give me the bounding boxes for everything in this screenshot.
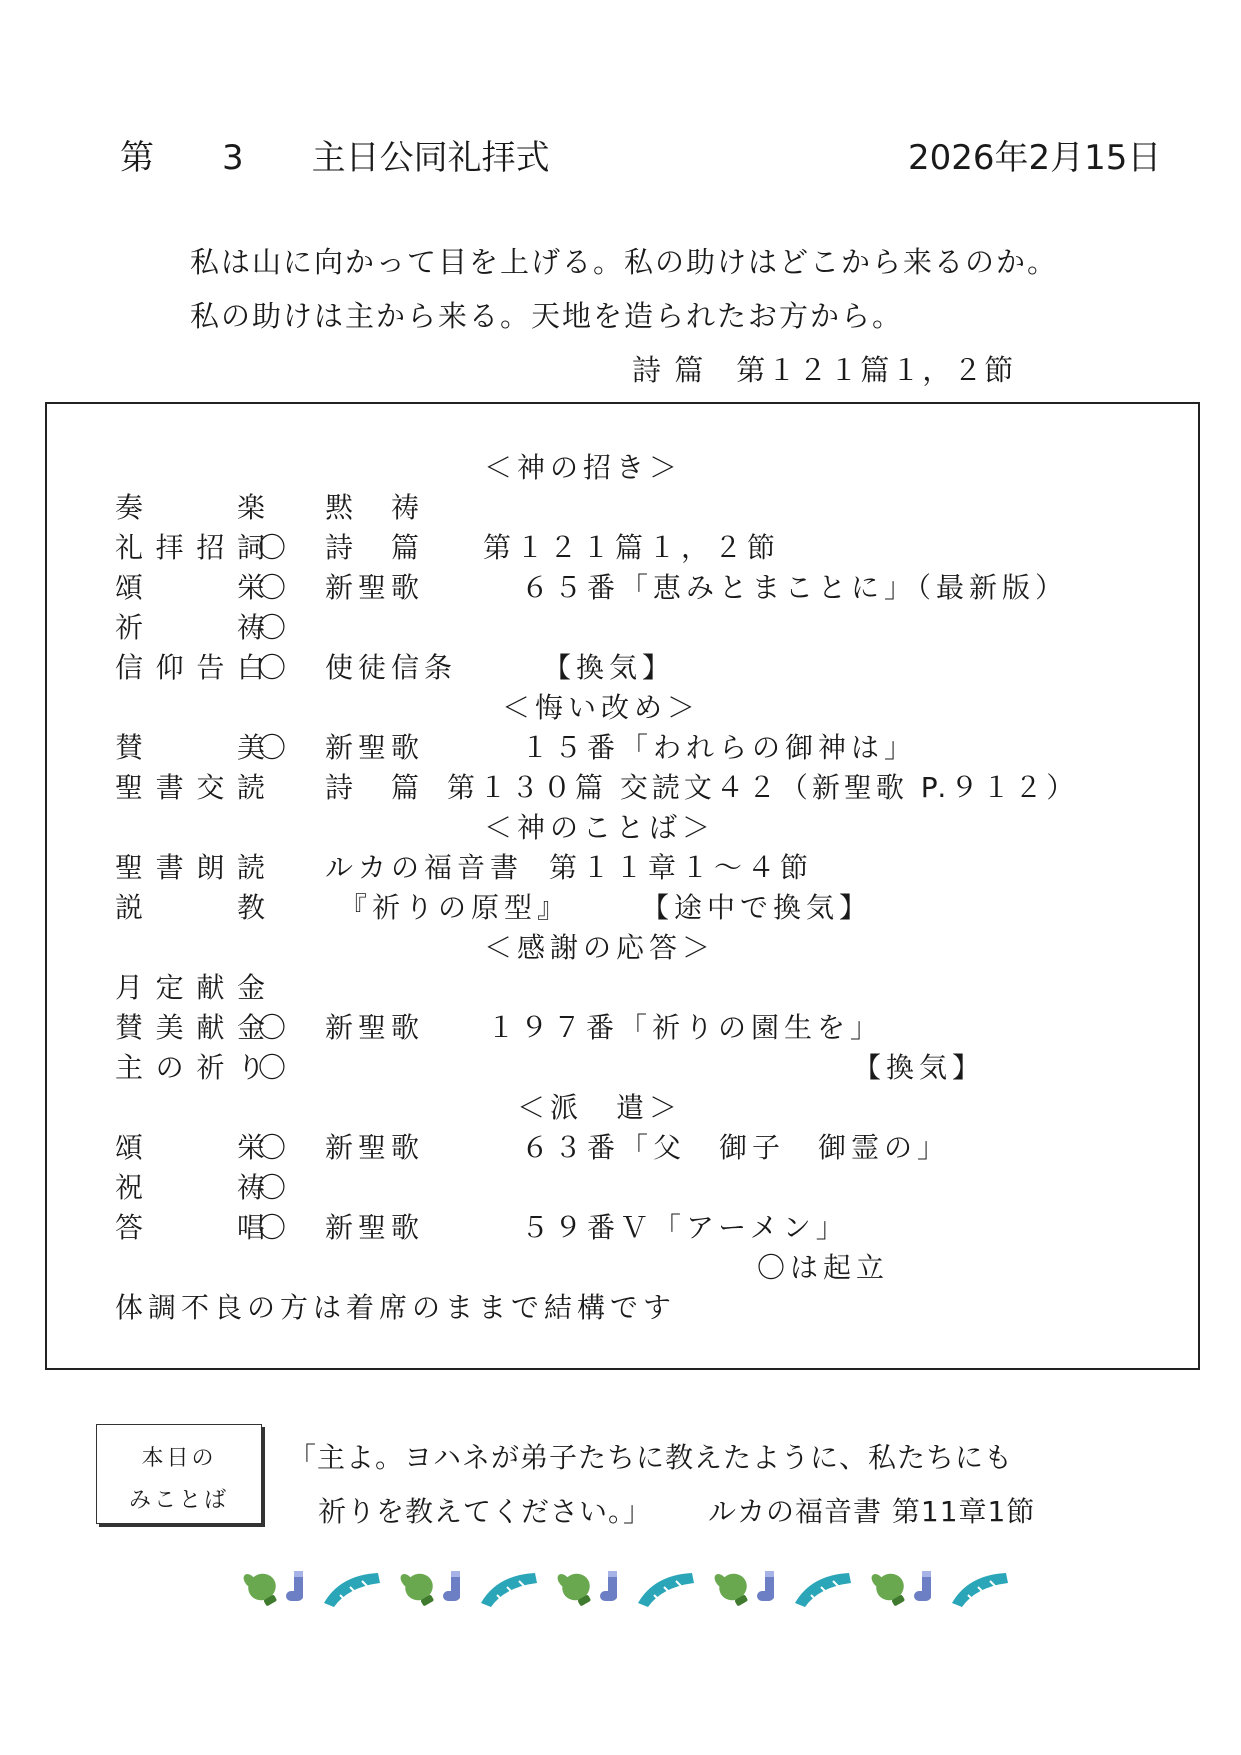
todays-word-box-line-2: みことば xyxy=(128,1488,229,1513)
todays-word-reference: ルカの福音書 第11章1節 xyxy=(708,1495,1036,1528)
item-category: 黙 祷 xyxy=(325,491,425,524)
item-detail: １９７番「祈りの園生を」 xyxy=(487,1011,884,1044)
item-label: 礼拝招詞 xyxy=(115,531,265,564)
item-confession-of-faith xyxy=(47,646,676,686)
todays-word-box xyxy=(96,1424,262,1524)
item-doxology-closing xyxy=(47,1126,951,1166)
todays-word-box-line-1: 本日の xyxy=(141,1446,217,1471)
mitten-icon xyxy=(241,1569,281,1607)
item-category: 新聖歌 xyxy=(325,1131,425,1164)
item-category: 新聖歌 xyxy=(325,1211,425,1244)
sock-icon xyxy=(914,1571,931,1601)
item-detail: 【換気】 xyxy=(543,651,676,684)
scarf-icon xyxy=(324,1573,380,1607)
item-label: 信仰告白 xyxy=(115,651,265,684)
item-detail: ５９番Ｖ「アーメン」 xyxy=(521,1211,849,1244)
item-prelude xyxy=(47,486,425,526)
mitten-icon xyxy=(398,1569,438,1607)
item-label: 賛美献金 xyxy=(115,1011,265,1044)
item-scripture-reading xyxy=(47,846,814,886)
section-call: ＜神の招き＞ xyxy=(484,451,683,484)
item-doxology xyxy=(47,566,1069,606)
item-label: 頌栄 xyxy=(115,571,265,604)
item-label: 主の祈り xyxy=(115,1051,265,1084)
order-of-service xyxy=(45,402,1200,1370)
todays-word-line-1: 「主よ。ヨハネが弟子たちに教えたように、私たちにも xyxy=(288,1441,1014,1474)
service-title: 第 3 主日公同礼拝式 xyxy=(120,138,550,178)
item-label: 説教 xyxy=(115,891,265,924)
item-category: 新聖歌 xyxy=(325,1011,425,1044)
item-category: 詩 篇 xyxy=(325,531,425,564)
item-praise xyxy=(47,726,918,766)
standing-mark: 〇 xyxy=(258,571,292,604)
standing-mark: 〇 xyxy=(258,1171,292,1204)
standing-mark: 〇 xyxy=(258,611,292,644)
item-label: 祈祷 xyxy=(115,611,265,644)
section-word: ＜神のことば＞ xyxy=(484,811,716,844)
scarf-icon xyxy=(795,1573,851,1607)
scarf-icon xyxy=(481,1573,537,1607)
item-sermon xyxy=(47,886,873,926)
standing-mark: 〇 xyxy=(258,731,292,764)
item-detail: 【換気】 xyxy=(853,1051,986,1084)
item-detail: １５番「われらの御神は」 xyxy=(521,731,918,764)
section-response: ＜感謝の応答＞ xyxy=(484,931,716,964)
sock-icon xyxy=(600,1571,617,1601)
item-label: 答唱 xyxy=(115,1211,265,1244)
item-call-to-worship xyxy=(47,526,781,566)
winter-decoration xyxy=(240,1565,1030,1615)
item-label: 聖書朗読 xyxy=(115,851,265,884)
item-label: 賛美 xyxy=(115,731,265,764)
verse-line-1: 私は山に向かって目を上げる。私の助けはどこから来るのか。 xyxy=(190,245,1059,279)
item-category: 『祈りの原型』 xyxy=(339,891,571,924)
standing-mark: 〇 xyxy=(258,1051,292,1084)
item-label: 祝祷 xyxy=(115,1171,265,1204)
item-detail: 第１１章１～４節 xyxy=(549,851,814,884)
item-responsive-reading xyxy=(47,766,1079,806)
sock-icon xyxy=(286,1571,303,1601)
health-note: 体調不良の方は着席のままで結構です xyxy=(115,1291,677,1324)
standing-note: 〇は起立 xyxy=(757,1251,890,1284)
sock-icon xyxy=(757,1571,774,1601)
section-repentance: ＜悔い改め＞ xyxy=(502,691,701,724)
standing-mark: 〇 xyxy=(258,531,292,564)
item-detail: ６５番「恵みとまことに」（最新版） xyxy=(521,571,1069,604)
mitten-icon xyxy=(555,1569,595,1607)
item-category: 新聖歌 xyxy=(325,731,425,764)
item-prayer xyxy=(47,606,292,646)
verse-line-2: 私の助けは主から来る。天地を造られたお方から。 xyxy=(190,299,904,333)
verse-reference: 詩 篇 第１２１篇１，２節 xyxy=(632,353,1016,387)
item-monthly-offering xyxy=(47,966,265,1006)
item-detail: 第１３０篇 交読文４２（新聖歌 P.９１２） xyxy=(447,771,1079,804)
standing-mark: 〇 xyxy=(258,1211,292,1244)
item-label: 奏楽 xyxy=(115,491,265,524)
mitten-icon xyxy=(869,1569,909,1607)
sock-icon xyxy=(443,1571,460,1601)
item-praise-offering xyxy=(47,1006,884,1046)
item-label: 月定献金 xyxy=(115,971,265,1004)
standing-mark: 〇 xyxy=(258,651,292,684)
scarf-icon xyxy=(952,1573,1008,1607)
item-category: 使徒信条 xyxy=(325,651,458,684)
item-label: 頌栄 xyxy=(115,1131,265,1164)
item-category: 新聖歌 xyxy=(325,571,425,604)
item-lords-prayer xyxy=(47,1046,986,1086)
item-category: ルカの福音書 xyxy=(325,851,524,884)
section-sending: ＜派 遣＞ xyxy=(517,1091,683,1124)
item-detail: 【途中で換気】 xyxy=(641,891,873,924)
standing-mark: 〇 xyxy=(258,1131,292,1164)
mitten-icon xyxy=(712,1569,752,1607)
item-label: 聖書交読 xyxy=(115,771,265,804)
item-category: 詩 篇 xyxy=(325,771,425,804)
scarf-icon xyxy=(638,1573,694,1607)
item-detail: 第１２１篇１，２節 xyxy=(483,531,781,564)
item-detail: ６３番「父 御子 御霊の」 xyxy=(521,1131,951,1164)
todays-word-line-2: 祈りを教えてください。」 xyxy=(318,1495,653,1528)
item-benediction xyxy=(47,1166,292,1206)
service-date: 2026年2月15日 xyxy=(908,138,1162,178)
standing-mark: 〇 xyxy=(258,1011,292,1044)
item-amen xyxy=(47,1206,849,1246)
